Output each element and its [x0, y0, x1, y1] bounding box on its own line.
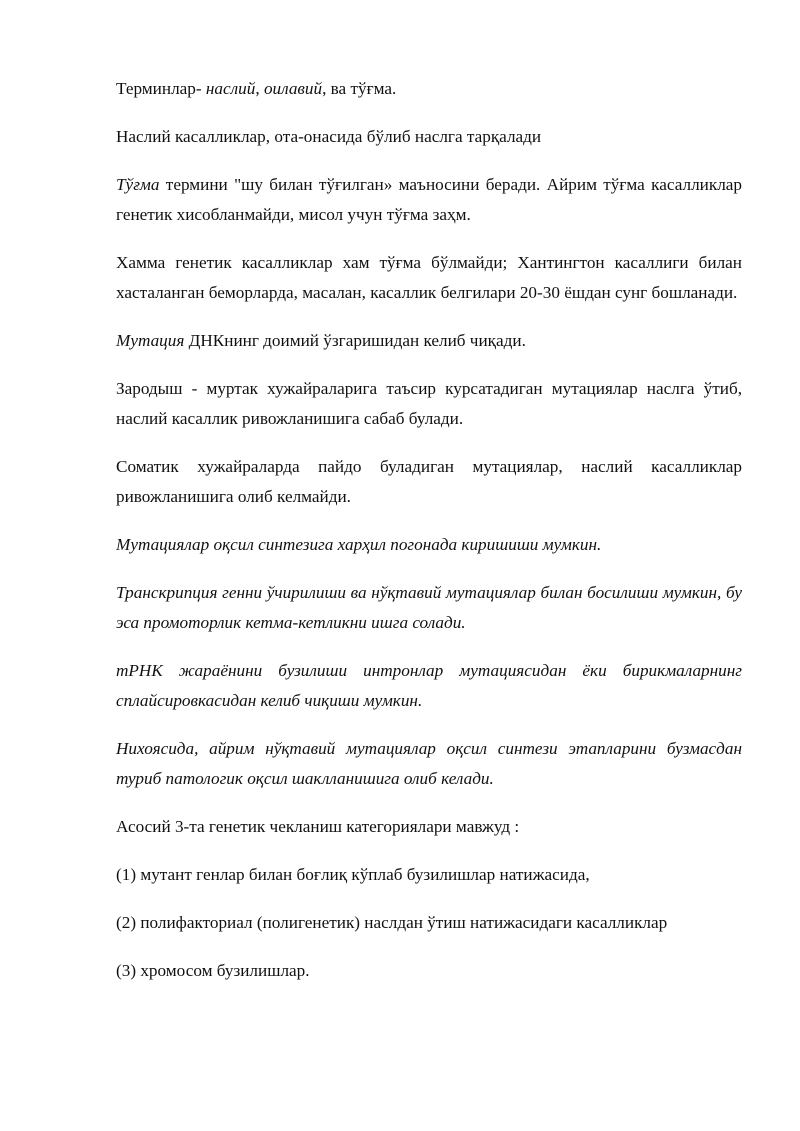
terms-suffix: , ва тўғма.: [322, 79, 397, 98]
paragraph-hereditary-diseases: Наслий касалликлар, ота-онасида бўлиб наслга тарқалади: [116, 127, 542, 146]
congenital-text: термини "шу билан тўғилган» маъносини беради. Айрим тўғма касалликлар генетик хисобланмайди, мисол учун тўғма заҳм.: [116, 175, 742, 224]
list-item-1: (1) мутант генлар билан боғлиқ кўплаб бузилишлар натижасида,: [116, 865, 590, 884]
term-congenital: Тўғма: [116, 175, 160, 194]
paragraph-terms: [116, 74, 742, 104]
list-item-2: (2) полифакториал (полигенетик) наслдан ўтиш натижасидаги касалликлар: [116, 913, 668, 932]
paragraph-transcription: Транскрипция генни ўчирилиши ва нўқтавий мутациялар билан босилиши мумкин, бу эса промоторлик кетма-кетликни ишга солади.: [116, 583, 742, 632]
paragraph-mutation: [116, 326, 742, 356]
terms-separator: ,: [255, 79, 264, 98]
mutation-text: ДНКнинг доимий ўзгаришидан келиб чиқади.: [184, 331, 526, 350]
paragraph-categories-intro: Асосий 3-та генетик чекланиш категориялари мавжуд :: [116, 817, 520, 836]
paragraph-genetic-not-congenital: Хамма генетик касалликлар хам тўғма бўлмайди; Хантингтон касаллиги билан хасталанган беморларда, масалан, касаллик белгилари 20-30 ёшдан сунг бошланади.: [116, 253, 742, 302]
terms-prefix: Терминлар-: [116, 79, 206, 98]
paragraph-trna: тРНК жараёнини бузилиши интронлар мутациясидан ёки бирикмаларнинг сплайсировкасидан келиб чиқиши мумкин.: [116, 661, 742, 710]
term-familial: оилавий: [263, 79, 323, 98]
paragraph-germline: Зародыш - муртак хужайраларига таъсир курсатадиган мутациялар наслга ўтиб, наслий касаллик ривожланишига сабаб булади.: [116, 379, 742, 428]
paragraph-protein-synthesis: Мутациялар оқсил синтезига харҳил погонада киришиши мумкин.: [116, 535, 602, 554]
paragraph-congenital: [116, 170, 742, 230]
paragraph-point-mutations: Нихоясида, айрим нўқтавий мутациялар оқсил синтези этапларини бузмасдан туриб патологик оқсил шаклланишига олиб келади.: [116, 739, 742, 788]
term-hereditary: наслий: [205, 79, 256, 98]
list-item-3: (3) хромосом бузилишлар.: [116, 961, 310, 980]
document-body: [116, 74, 742, 1004]
term-mutation: Мутация: [116, 331, 185, 350]
paragraph-somatic: Соматик хужайраларда пайдо буладиган мутациялар, наслий касалликлар ривожланишига олиб келмайди.: [116, 457, 742, 506]
